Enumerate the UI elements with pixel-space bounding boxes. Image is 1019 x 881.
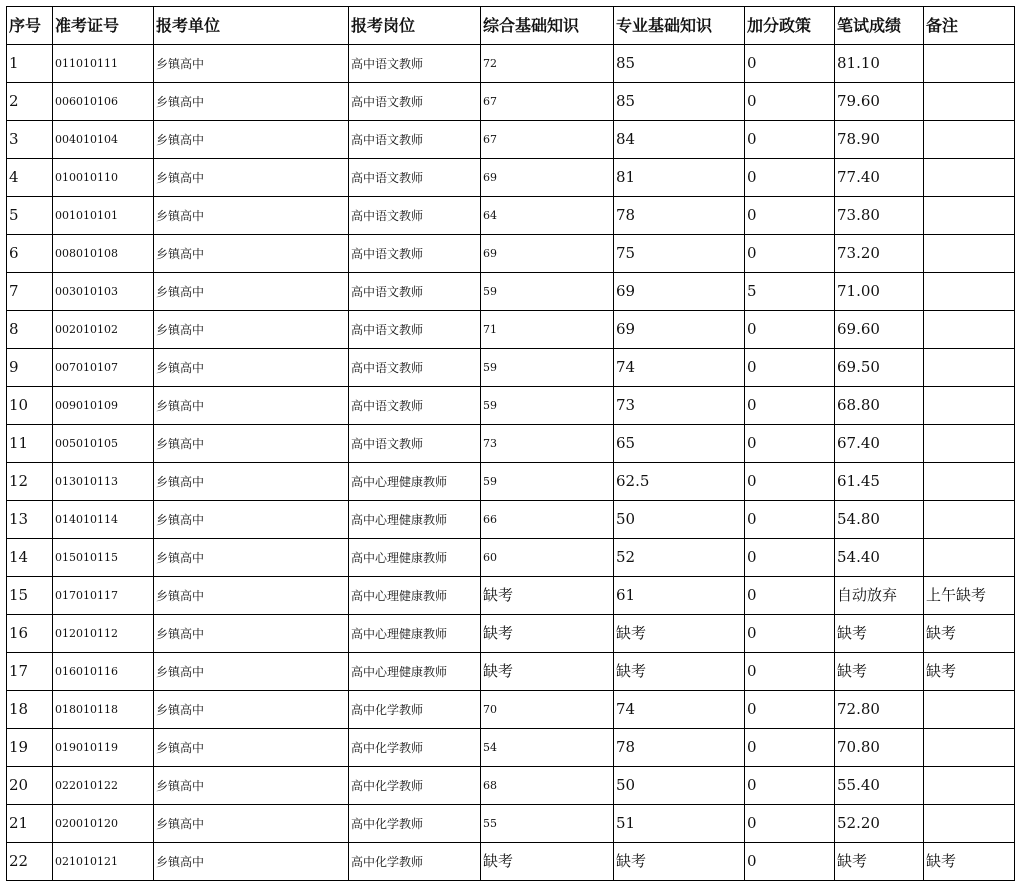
cell-written-score: 71.00 bbox=[835, 273, 924, 311]
cell-general-knowledge: 67 bbox=[481, 83, 614, 121]
cell-unit: 乡镇高中 bbox=[154, 539, 349, 577]
cell-index: 19 bbox=[7, 729, 53, 767]
cell-unit: 乡镇高中 bbox=[154, 83, 349, 121]
cell-position: 高中语文教师 bbox=[349, 83, 481, 121]
cell-bonus-policy: 0 bbox=[745, 159, 835, 197]
cell-written-score: 73.20 bbox=[835, 235, 924, 273]
cell-general-knowledge: 59 bbox=[481, 273, 614, 311]
cell-remarks bbox=[924, 729, 1015, 767]
cell-unit: 乡镇高中 bbox=[154, 805, 349, 843]
cell-written-score: 自动放弃 bbox=[835, 577, 924, 615]
cell-ticket-number: 006010106 bbox=[53, 83, 154, 121]
cell-bonus-policy: 0 bbox=[745, 197, 835, 235]
header-remarks: 备注 bbox=[924, 7, 1015, 45]
cell-index: 12 bbox=[7, 463, 53, 501]
cell-position: 高中语文教师 bbox=[349, 311, 481, 349]
cell-ticket-number: 004010104 bbox=[53, 121, 154, 159]
cell-remarks: 缺考 bbox=[924, 843, 1015, 881]
cell-ticket-number: 020010120 bbox=[53, 805, 154, 843]
cell-position: 高中化学教师 bbox=[349, 805, 481, 843]
cell-position: 高中心理健康教师 bbox=[349, 463, 481, 501]
cell-index: 6 bbox=[7, 235, 53, 273]
cell-unit: 乡镇高中 bbox=[154, 273, 349, 311]
cell-general-knowledge: 64 bbox=[481, 197, 614, 235]
table-row bbox=[7, 729, 1015, 767]
cell-general-knowledge: 71 bbox=[481, 311, 614, 349]
cell-written-score: 69.50 bbox=[835, 349, 924, 387]
cell-remarks bbox=[924, 691, 1015, 729]
cell-general-knowledge: 59 bbox=[481, 463, 614, 501]
table-row bbox=[7, 45, 1015, 83]
cell-written-score: 70.80 bbox=[835, 729, 924, 767]
cell-index: 13 bbox=[7, 501, 53, 539]
cell-professional-knowledge: 缺考 bbox=[614, 615, 745, 653]
cell-written-score: 73.80 bbox=[835, 197, 924, 235]
table-row bbox=[7, 273, 1015, 311]
table-row bbox=[7, 121, 1015, 159]
cell-general-knowledge: 68 bbox=[481, 767, 614, 805]
table-row bbox=[7, 463, 1015, 501]
cell-professional-knowledge: 74 bbox=[614, 691, 745, 729]
cell-position: 高中心理健康教师 bbox=[349, 539, 481, 577]
cell-index: 9 bbox=[7, 349, 53, 387]
cell-written-score: 54.80 bbox=[835, 501, 924, 539]
table-row bbox=[7, 387, 1015, 425]
cell-bonus-policy: 0 bbox=[745, 425, 835, 463]
cell-written-score: 79.60 bbox=[835, 83, 924, 121]
cell-general-knowledge: 缺考 bbox=[481, 843, 614, 881]
cell-professional-knowledge: 51 bbox=[614, 805, 745, 843]
cell-position: 高中心理健康教师 bbox=[349, 577, 481, 615]
table-row bbox=[7, 843, 1015, 881]
cell-unit: 乡镇高中 bbox=[154, 767, 349, 805]
cell-bonus-policy: 0 bbox=[745, 843, 835, 881]
header-position: 报考岗位 bbox=[349, 7, 481, 45]
cell-remarks bbox=[924, 83, 1015, 121]
cell-remarks bbox=[924, 425, 1015, 463]
cell-position: 高中化学教师 bbox=[349, 843, 481, 881]
cell-remarks bbox=[924, 273, 1015, 311]
cell-index: 1 bbox=[7, 45, 53, 83]
cell-general-knowledge: 67 bbox=[481, 121, 614, 159]
cell-general-knowledge: 72 bbox=[481, 45, 614, 83]
cell-ticket-number: 007010107 bbox=[53, 349, 154, 387]
cell-professional-knowledge: 85 bbox=[614, 83, 745, 121]
cell-written-score: 67.40 bbox=[835, 425, 924, 463]
cell-remarks bbox=[924, 463, 1015, 501]
cell-bonus-policy: 0 bbox=[745, 349, 835, 387]
cell-remarks: 缺考 bbox=[924, 653, 1015, 691]
cell-written-score: 78.90 bbox=[835, 121, 924, 159]
cell-ticket-number: 016010116 bbox=[53, 653, 154, 691]
cell-bonus-policy: 0 bbox=[745, 463, 835, 501]
cell-index: 17 bbox=[7, 653, 53, 691]
header-written-score: 笔试成绩 bbox=[835, 7, 924, 45]
table-row bbox=[7, 615, 1015, 653]
cell-remarks bbox=[924, 197, 1015, 235]
cell-general-knowledge: 73 bbox=[481, 425, 614, 463]
cell-ticket-number: 003010103 bbox=[53, 273, 154, 311]
cell-bonus-policy: 0 bbox=[745, 83, 835, 121]
cell-position: 高中化学教师 bbox=[349, 729, 481, 767]
cell-unit: 乡镇高中 bbox=[154, 349, 349, 387]
cell-unit: 乡镇高中 bbox=[154, 311, 349, 349]
cell-professional-knowledge: 75 bbox=[614, 235, 745, 273]
cell-bonus-policy: 0 bbox=[745, 121, 835, 159]
cell-written-score: 缺考 bbox=[835, 843, 924, 881]
cell-unit: 乡镇高中 bbox=[154, 653, 349, 691]
cell-written-score: 52.20 bbox=[835, 805, 924, 843]
cell-ticket-number: 022010122 bbox=[53, 767, 154, 805]
cell-position: 高中化学教师 bbox=[349, 691, 481, 729]
cell-ticket-number: 015010115 bbox=[53, 539, 154, 577]
cell-professional-knowledge: 缺考 bbox=[614, 843, 745, 881]
cell-bonus-policy: 0 bbox=[745, 577, 835, 615]
cell-position: 高中语文教师 bbox=[349, 425, 481, 463]
cell-professional-knowledge: 61 bbox=[614, 577, 745, 615]
cell-unit: 乡镇高中 bbox=[154, 577, 349, 615]
cell-index: 20 bbox=[7, 767, 53, 805]
cell-bonus-policy: 0 bbox=[745, 45, 835, 83]
cell-remarks bbox=[924, 387, 1015, 425]
cell-index: 15 bbox=[7, 577, 53, 615]
cell-position: 高中语文教师 bbox=[349, 235, 481, 273]
cell-unit: 乡镇高中 bbox=[154, 843, 349, 881]
cell-remarks bbox=[924, 45, 1015, 83]
header-unit: 报考单位 bbox=[154, 7, 349, 45]
cell-ticket-number: 021010121 bbox=[53, 843, 154, 881]
cell-ticket-number: 008010108 bbox=[53, 235, 154, 273]
cell-general-knowledge: 60 bbox=[481, 539, 614, 577]
cell-ticket-number: 012010112 bbox=[53, 615, 154, 653]
cell-written-score: 缺考 bbox=[835, 615, 924, 653]
cell-position: 高中语文教师 bbox=[349, 121, 481, 159]
cell-written-score: 69.60 bbox=[835, 311, 924, 349]
cell-bonus-policy: 0 bbox=[745, 311, 835, 349]
cell-ticket-number: 009010109 bbox=[53, 387, 154, 425]
cell-bonus-policy: 0 bbox=[745, 539, 835, 577]
header-index: 序号 bbox=[7, 7, 53, 45]
cell-position: 高中语文教师 bbox=[349, 45, 481, 83]
table-row bbox=[7, 539, 1015, 577]
cell-remarks: 缺考 bbox=[924, 615, 1015, 653]
cell-written-score: 81.10 bbox=[835, 45, 924, 83]
cell-professional-knowledge: 62.5 bbox=[614, 463, 745, 501]
cell-general-knowledge: 55 bbox=[481, 805, 614, 843]
cell-bonus-policy: 0 bbox=[745, 615, 835, 653]
cell-unit: 乡镇高中 bbox=[154, 197, 349, 235]
cell-general-knowledge: 缺考 bbox=[481, 615, 614, 653]
cell-bonus-policy: 0 bbox=[745, 767, 835, 805]
cell-ticket-number: 010010110 bbox=[53, 159, 154, 197]
cell-written-score: 72.80 bbox=[835, 691, 924, 729]
cell-position: 高中心理健康教师 bbox=[349, 653, 481, 691]
cell-remarks bbox=[924, 805, 1015, 843]
cell-index: 3 bbox=[7, 121, 53, 159]
cell-remarks bbox=[924, 311, 1015, 349]
cell-general-knowledge: 70 bbox=[481, 691, 614, 729]
cell-unit: 乡镇高中 bbox=[154, 691, 349, 729]
cell-position: 高中语文教师 bbox=[349, 159, 481, 197]
cell-ticket-number: 013010113 bbox=[53, 463, 154, 501]
cell-written-score: 61.45 bbox=[835, 463, 924, 501]
cell-ticket-number: 018010118 bbox=[53, 691, 154, 729]
cell-unit: 乡镇高中 bbox=[154, 387, 349, 425]
cell-bonus-policy: 0 bbox=[745, 805, 835, 843]
table-row bbox=[7, 349, 1015, 387]
cell-index: 22 bbox=[7, 843, 53, 881]
cell-position: 高中语文教师 bbox=[349, 197, 481, 235]
cell-general-knowledge: 69 bbox=[481, 159, 614, 197]
cell-remarks bbox=[924, 159, 1015, 197]
cell-bonus-policy: 0 bbox=[745, 729, 835, 767]
cell-general-knowledge: 59 bbox=[481, 387, 614, 425]
cell-index: 16 bbox=[7, 615, 53, 653]
cell-ticket-number: 019010119 bbox=[53, 729, 154, 767]
cell-unit: 乡镇高中 bbox=[154, 425, 349, 463]
cell-professional-knowledge: 69 bbox=[614, 311, 745, 349]
header-general-knowledge: 综合基础知识 bbox=[481, 7, 614, 45]
cell-general-knowledge: 缺考 bbox=[481, 653, 614, 691]
cell-remarks bbox=[924, 235, 1015, 273]
cell-professional-knowledge: 73 bbox=[614, 387, 745, 425]
cell-professional-knowledge: 69 bbox=[614, 273, 745, 311]
cell-ticket-number: 001010101 bbox=[53, 197, 154, 235]
cell-bonus-policy: 0 bbox=[745, 387, 835, 425]
cell-professional-knowledge: 85 bbox=[614, 45, 745, 83]
cell-position: 高中语文教师 bbox=[349, 349, 481, 387]
score-table bbox=[6, 6, 1015, 881]
table-row bbox=[7, 767, 1015, 805]
cell-professional-knowledge: 74 bbox=[614, 349, 745, 387]
cell-index: 14 bbox=[7, 539, 53, 577]
cell-ticket-number: 014010114 bbox=[53, 501, 154, 539]
table-row bbox=[7, 501, 1015, 539]
cell-ticket-number: 002010102 bbox=[53, 311, 154, 349]
cell-position: 高中语文教师 bbox=[349, 387, 481, 425]
cell-index: 5 bbox=[7, 197, 53, 235]
cell-unit: 乡镇高中 bbox=[154, 463, 349, 501]
cell-position: 高中心理健康教师 bbox=[349, 615, 481, 653]
cell-position: 高中语文教师 bbox=[349, 273, 481, 311]
cell-written-score: 54.40 bbox=[835, 539, 924, 577]
header-bonus-policy: 加分政策 bbox=[745, 7, 835, 45]
cell-index: 11 bbox=[7, 425, 53, 463]
cell-general-knowledge: 66 bbox=[481, 501, 614, 539]
cell-index: 21 bbox=[7, 805, 53, 843]
cell-ticket-number: 005010105 bbox=[53, 425, 154, 463]
table-row bbox=[7, 197, 1015, 235]
table-row bbox=[7, 653, 1015, 691]
cell-unit: 乡镇高中 bbox=[154, 729, 349, 767]
cell-unit: 乡镇高中 bbox=[154, 121, 349, 159]
cell-unit: 乡镇高中 bbox=[154, 159, 349, 197]
cell-general-knowledge: 69 bbox=[481, 235, 614, 273]
cell-professional-knowledge: 50 bbox=[614, 767, 745, 805]
header-row bbox=[7, 7, 1015, 45]
cell-bonus-policy: 0 bbox=[745, 235, 835, 273]
table-row bbox=[7, 235, 1015, 273]
cell-index: 4 bbox=[7, 159, 53, 197]
table-row bbox=[7, 83, 1015, 121]
table-row bbox=[7, 805, 1015, 843]
cell-professional-knowledge: 84 bbox=[614, 121, 745, 159]
cell-position: 高中化学教师 bbox=[349, 767, 481, 805]
cell-unit: 乡镇高中 bbox=[154, 501, 349, 539]
cell-index: 8 bbox=[7, 311, 53, 349]
cell-written-score: 缺考 bbox=[835, 653, 924, 691]
table-row bbox=[7, 425, 1015, 463]
header-ticket-number: 准考证号 bbox=[53, 7, 154, 45]
table-row bbox=[7, 159, 1015, 197]
table-row bbox=[7, 577, 1015, 615]
cell-written-score: 55.40 bbox=[835, 767, 924, 805]
cell-professional-knowledge: 65 bbox=[614, 425, 745, 463]
table-row bbox=[7, 691, 1015, 729]
cell-remarks: 上午缺考 bbox=[924, 577, 1015, 615]
cell-unit: 乡镇高中 bbox=[154, 615, 349, 653]
cell-ticket-number: 017010117 bbox=[53, 577, 154, 615]
cell-written-score: 68.80 bbox=[835, 387, 924, 425]
cell-remarks bbox=[924, 539, 1015, 577]
cell-professional-knowledge: 52 bbox=[614, 539, 745, 577]
cell-unit: 乡镇高中 bbox=[154, 45, 349, 83]
cell-bonus-policy: 0 bbox=[745, 501, 835, 539]
cell-written-score: 77.40 bbox=[835, 159, 924, 197]
cell-professional-knowledge: 50 bbox=[614, 501, 745, 539]
cell-general-knowledge: 59 bbox=[481, 349, 614, 387]
cell-remarks bbox=[924, 501, 1015, 539]
cell-general-knowledge: 54 bbox=[481, 729, 614, 767]
table-row bbox=[7, 311, 1015, 349]
cell-position: 高中心理健康教师 bbox=[349, 501, 481, 539]
cell-general-knowledge: 缺考 bbox=[481, 577, 614, 615]
cell-remarks bbox=[924, 767, 1015, 805]
cell-index: 18 bbox=[7, 691, 53, 729]
cell-index: 7 bbox=[7, 273, 53, 311]
cell-professional-knowledge: 78 bbox=[614, 197, 745, 235]
cell-index: 10 bbox=[7, 387, 53, 425]
cell-professional-knowledge: 缺考 bbox=[614, 653, 745, 691]
header-professional-knowledge: 专业基础知识 bbox=[614, 7, 745, 45]
cell-bonus-policy: 0 bbox=[745, 653, 835, 691]
cell-remarks bbox=[924, 121, 1015, 159]
cell-professional-knowledge: 78 bbox=[614, 729, 745, 767]
cell-professional-knowledge: 81 bbox=[614, 159, 745, 197]
cell-unit: 乡镇高中 bbox=[154, 235, 349, 273]
cell-bonus-policy: 0 bbox=[745, 691, 835, 729]
cell-bonus-policy: 5 bbox=[745, 273, 835, 311]
cell-remarks bbox=[924, 349, 1015, 387]
cell-index: 2 bbox=[7, 83, 53, 121]
cell-ticket-number: 011010111 bbox=[53, 45, 154, 83]
